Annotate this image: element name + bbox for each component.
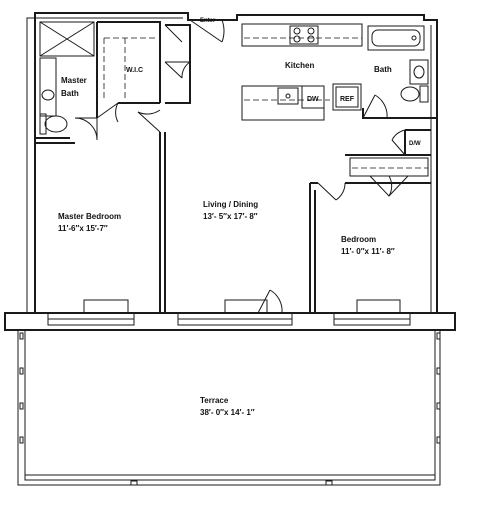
kitchen-sink [278, 88, 298, 104]
living-dining-name: Living / Dining [203, 200, 259, 209]
sink [42, 90, 54, 100]
bedroom-name: Bedroom [341, 235, 377, 244]
entry-label: Enter [200, 18, 216, 24]
bath-vanity [410, 60, 428, 84]
master-bedroom-name: Master Bedroom [58, 212, 122, 221]
balcony-door [258, 290, 282, 313]
master-bath-label-line1: Master [61, 76, 87, 85]
kitchen-fixtures [242, 24, 362, 120]
refrigerator-label: REF [340, 96, 354, 103]
bath-label: Bath [374, 65, 392, 74]
terrace-name: Terrace [200, 396, 229, 405]
windows [48, 300, 410, 325]
toilet [45, 116, 67, 132]
bedroom-dims: 11′- 0″x 11′- 8″ [341, 247, 395, 256]
cooktop [290, 26, 318, 44]
bath-fixtures [363, 26, 428, 118]
bath-toilet-tank [420, 86, 428, 102]
dishwasher-bath-label: D/W [409, 141, 421, 147]
master-doors [75, 25, 190, 140]
living-dining-dims: 13′- 5″x 17′- 8″ [203, 212, 258, 221]
vanity [40, 58, 56, 116]
terrace-dims: 38′- 0″x 14′- 1″ [200, 408, 255, 417]
kitchen-label: Kitchen [285, 61, 315, 70]
terrace-outline [5, 313, 455, 485]
bedroom-doors [318, 130, 408, 200]
kitchen-island [242, 86, 324, 120]
wic-label: W.I.C [126, 67, 144, 74]
master-bath-label-line2: Bath [61, 89, 79, 98]
exterior-walls [27, 13, 437, 313]
dishwasher-kitchen-label: DW [307, 96, 319, 103]
master-bedroom-dims: 11′-6″x 15′-7″ [58, 224, 108, 233]
bath-toilet [401, 87, 419, 101]
kitchen-counter [242, 24, 362, 46]
